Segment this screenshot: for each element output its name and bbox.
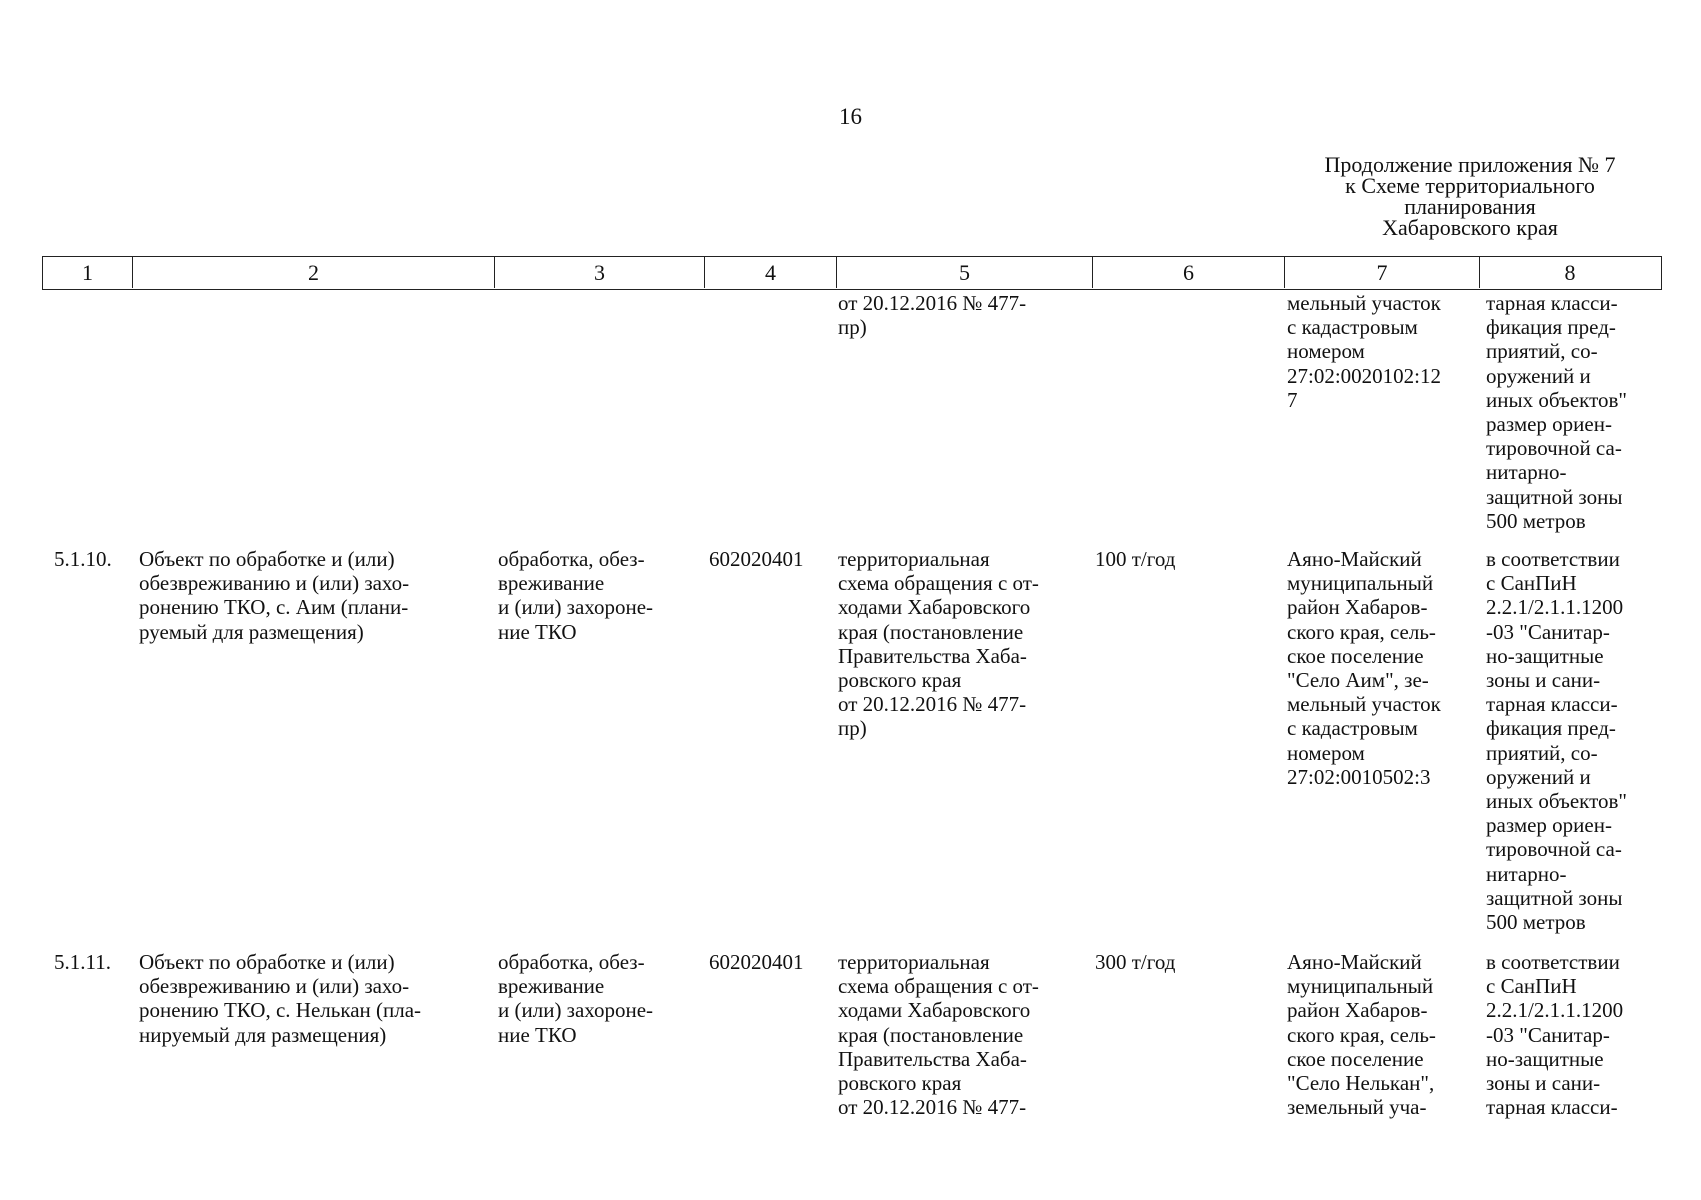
cell-location: мельный участок с кадастровым номером 27:02:0020102:12 7: [1287, 291, 1442, 412]
cell-sanitary-zone: тарная класси- фикация пред- приятий, со- оружений и иных объектов" размер ориен- тировочной са- нитарно- защитной зоны 500 метров: [1486, 291, 1627, 533]
cell-location: Аяно-Майский муниципальный район Хабаров- ского края, сель- ское поселение "Село Нелькан", земельный уча-: [1287, 950, 1436, 1120]
cell-number: 5.1.11.: [54, 950, 111, 974]
cell-capacity: 300 т/год: [1095, 950, 1176, 974]
column-header-1: 1: [43, 257, 133, 288]
cell-code: 602020401: [709, 547, 804, 571]
appendix-line: Хабаровского края: [1382, 215, 1558, 240]
cell-basis: территориальная схема обращения с от- ходами Хабаровского края (постановление Правительства Хаба- ровского края от 20.12.2016 № 477-: [838, 950, 1039, 1120]
cell-basis: территориальная схема обращения с от- ходами Хабаровского края (постановление Правительства Хаба- ровского края от 20.12.2016 № 477- пр): [838, 547, 1039, 741]
cell-location: Аяно-Майский муниципальный район Хабаров- ского края, сель- ское поселение "Село Аим", зе- мельный участок с кадастровым номером 27:02:0010502:3: [1287, 547, 1441, 789]
cell-code: 602020401: [709, 950, 804, 974]
column-header-5: 5: [837, 257, 1093, 288]
page-number: 16: [839, 104, 862, 129]
appendix-line: к Схеме территориального: [1345, 173, 1595, 198]
cell-activity: обработка, обез- вреживание и (или) захороне- ние ТКО: [498, 547, 654, 644]
appendix-heading: [1250, 154, 1690, 238]
cell-sanitary-zone: в соответствии с СанПиН 2.2.1/2.1.1.1200 -03 "Санитар- но-защитные зоны и сани- тарная класси-: [1486, 950, 1624, 1120]
column-header-4: 4: [705, 257, 837, 288]
column-header-7: 7: [1285, 257, 1480, 288]
cell-activity: обработка, обез- вреживание и (или) захороне- ние ТКО: [498, 950, 654, 1047]
column-header-3: 3: [495, 257, 705, 288]
cell-sanitary-zone: в соответствии с СанПиН 2.2.1/2.1.1.1200 -03 "Санитар- но-защитные зоны и сани- тарная класси- фикация пред- приятий, со- оружений и иных объектов" размер ориен- тировочной са- нитарно- защитной зоны 500 метров: [1486, 547, 1627, 935]
column-header-6: 6: [1093, 257, 1285, 288]
cell-object-name: Объект по обработке и (или) обезвреживанию и (или) захо- ронению ТКО, с. Нелькан (пла- нируемый для размещения): [139, 950, 422, 1047]
cell-capacity: 100 т/год: [1095, 547, 1176, 571]
table-header-row: [42, 256, 1662, 290]
appendix-line: Продолжение приложения № 7: [1324, 152, 1616, 177]
cell-number: 5.1.10.: [54, 547, 112, 571]
cell-basis: от 20.12.2016 № 477- пр): [838, 291, 1027, 340]
cell-object-name: Объект по обработке и (или) обезвреживанию и (или) захо- ронению ТКО, с. Аим (плани- руемый для размещения): [139, 547, 410, 644]
column-header-2: 2: [133, 257, 495, 288]
column-header-8: 8: [1564, 260, 1576, 285]
appendix-line: планирования: [1404, 194, 1536, 219]
